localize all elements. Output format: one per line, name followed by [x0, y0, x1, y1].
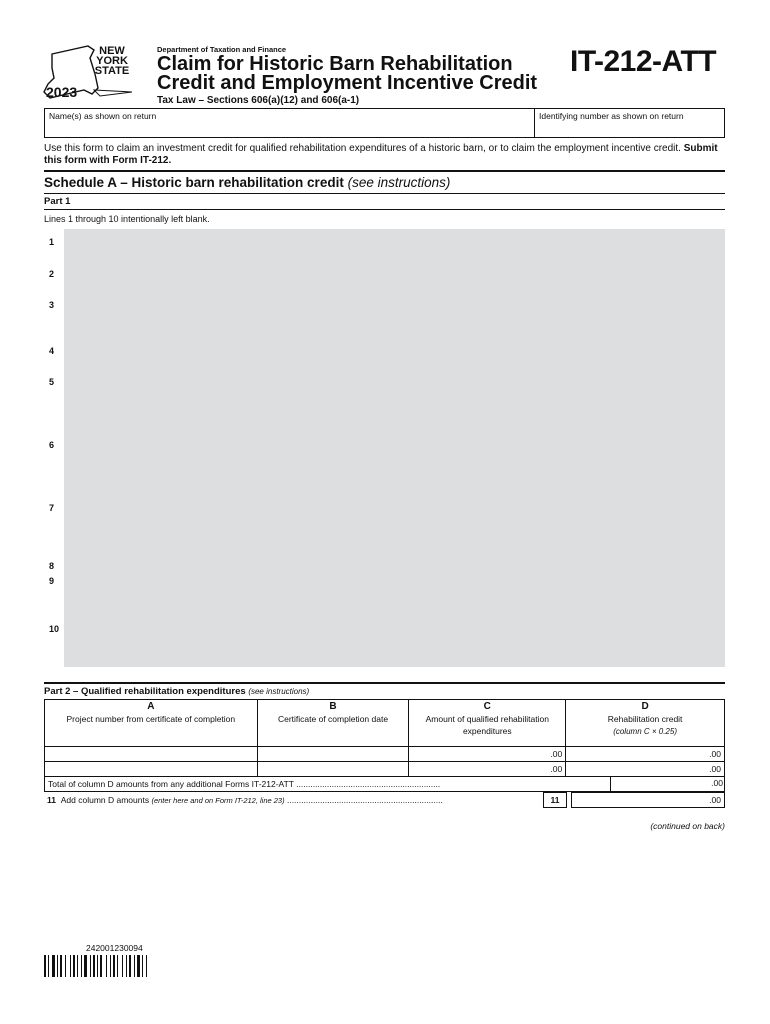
barcode-bar [126, 955, 127, 977]
project-number-cell[interactable] [45, 747, 258, 762]
barcode-bar [81, 955, 82, 977]
certificate-date-cell[interactable] [257, 762, 409, 777]
column-a-header: A Project number from certificate of completion [45, 700, 258, 747]
line-number: 4 [49, 346, 55, 356]
additional-forms-total-row [44, 777, 725, 792]
barcode-bar [110, 955, 111, 977]
project-number-cell[interactable] [45, 762, 258, 777]
part1-title: Part 1 [44, 196, 71, 207]
barcode-bar [48, 955, 49, 977]
intro-submit-note: Submit this form with Form IT-212. [44, 143, 718, 166]
intro-text: Use this form to claim an investment credit for qualified rehabilitation expenditures of a historic barn, or to claim the employment incentive credit. Submit this form with Form IT-212. [44, 143, 718, 166]
credit-cell[interactable]: .00 [566, 762, 725, 777]
barcode-bar [65, 955, 66, 977]
barcode-bar [73, 955, 75, 977]
column-d-header: D Rehabilitation credit (column C × 0.25) [566, 700, 725, 747]
schedule-a-title: Schedule A – Historic barn rehabilitation credit (see instructions) [44, 175, 451, 190]
divider [44, 193, 725, 194]
barcode [44, 955, 194, 977]
barcode-bar [60, 955, 62, 977]
tax-law-reference: Tax Law – Sections 606(a)(12) and 606(a-1) [157, 95, 360, 106]
line-number: 9 [49, 576, 55, 586]
line-number: 7 [49, 503, 55, 513]
barcode-bar [100, 955, 102, 977]
name-field-label: Name(s) as shown on return [49, 111, 157, 121]
name-field[interactable] [44, 108, 534, 138]
line-number: 8 [49, 561, 55, 571]
nys-logo [40, 44, 140, 102]
tax-year: 2023 [46, 84, 78, 100]
barcode-bar [52, 955, 55, 977]
barcode-bar [77, 955, 78, 977]
barcode-bar [84, 955, 87, 977]
form-title-line2: Credit and Employment Incentive Credit [157, 72, 538, 94]
additional-total-field[interactable]: .00 [610, 776, 726, 791]
continued-note: (continued on back) [650, 821, 725, 831]
line-11-field[interactable]: .00 [571, 792, 725, 808]
barcode-bar [137, 955, 140, 977]
line-11-row [44, 792, 725, 808]
barcode-bar [134, 955, 135, 977]
department: Department of Taxation and Finance [157, 45, 287, 54]
credit-cell[interactable]: .00 [566, 747, 725, 762]
line-11-box: 11 [543, 792, 567, 808]
barcode-bar [129, 955, 131, 977]
line-number: 3 [49, 300, 55, 310]
part2-title: Part 2 – Qualified rehabilitation expenditures (see instructions) [44, 686, 310, 697]
column-b-header: B Certificate of completion date [257, 700, 409, 747]
barcode-bar [142, 955, 143, 977]
line-number: 10 [49, 624, 60, 634]
line-number: 2 [49, 269, 55, 279]
expenditures-cell[interactable]: .00 [409, 762, 566, 777]
barcode-bar [106, 955, 107, 977]
barcode-bar [57, 955, 58, 977]
table-row [45, 762, 725, 777]
form-title-line1: Claim for Historic Barn Rehabilitation [157, 53, 513, 75]
barcode-bar [146, 955, 147, 977]
table-row [45, 747, 725, 762]
divider [44, 170, 725, 172]
barcode-bar [97, 955, 98, 977]
barcode-bar [90, 955, 91, 977]
certificate-date-cell[interactable] [257, 747, 409, 762]
barcode-bar [93, 955, 95, 977]
line-11-label: 11 Add column D amounts (enter here and on Form IT-212, line 23) .................................................................. [47, 795, 443, 805]
id-number-field[interactable] [534, 108, 725, 138]
line-number: 1 [49, 237, 55, 247]
expenditures-cell[interactable]: .00 [409, 747, 566, 762]
part1-note: Lines 1 through 10 intentionally left blank. [44, 214, 210, 224]
divider [44, 682, 725, 684]
barcode-bar [70, 955, 71, 977]
divider [44, 209, 725, 210]
blank-lines-area [64, 229, 725, 667]
column-c-header: C Amount of qualified rehabilitation expenditures [409, 700, 566, 747]
state-name: NEW YORK STATE [94, 45, 130, 77]
line-number: 5 [49, 377, 55, 387]
table-header-row [45, 700, 725, 747]
document-id: 242001230094 [86, 943, 143, 953]
barcode-bar [117, 955, 118, 977]
barcode-bar [122, 955, 123, 977]
total-label: Total of column D amounts from any additional Forms IT-212-ATT ............................................................. [48, 779, 441, 789]
form-number: IT-212-ATT [570, 45, 717, 78]
barcode-bar [113, 955, 115, 977]
barcode-bar [44, 955, 46, 977]
expenditures-table [44, 699, 725, 777]
id-number-label: Identifying number as shown on return [539, 111, 684, 121]
line-number: 6 [49, 440, 55, 450]
